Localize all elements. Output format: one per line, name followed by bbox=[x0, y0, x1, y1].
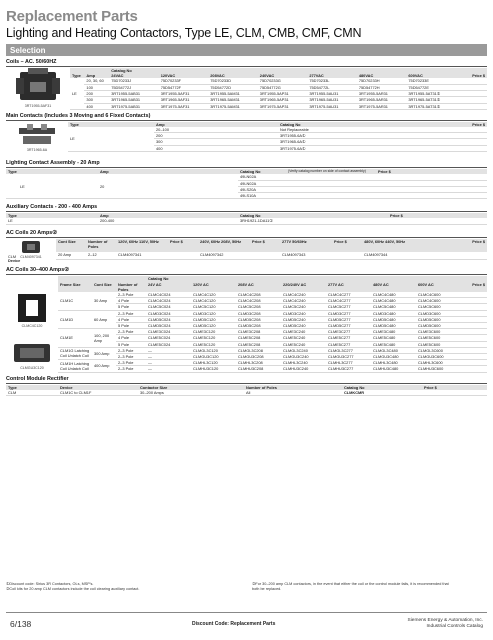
catalog-cell: CLME3C024 bbox=[146, 329, 191, 335]
coils-ac-table: 3RT1955-5AF31 Catalog No Type Amp 24VAC 120VAC 208VAC 240VAC 277VAC 480VAC 600VAC Price $ LE 20, 30, 60 75D70233J 75D70233F 75D70233D 75D70233G 75D70233L 75D70233H 75D70233E 100 75D54772J 75D54772F 75D54772D 75D54772G 75D54772L 75D54772H 75D54772E 200 3RT1955-5AB31 3RT1955-5AF31 3RT1955-5AM31 3RT1955-5AP31 3RT1955-5AU31 3RT1955-5AR31 3RT1955-5AT31① 300 3RT1965-5AB31 3RT1965-5AF31 3RT1965-5AM31 3RT1965-5AP31 3RT1965-5AU31 3RT1965-5AR31 3RT1965-5AT31① 400 3RT1975-5AB31 3RT1975-5AF31 3RT1975-5AM31 3RT1975-5AP31 3RT1975-5AU31 3RT1975-5AR31 3RT1975-5AT31① bbox=[6, 68, 487, 110]
catalog-cell: CLMC5C240 bbox=[281, 304, 326, 310]
table-row: LE 20, 30, 60 75D70233J 75D70233F 75D70233D 75D70233G 75D70233L 75D70233H 75D70233E bbox=[6, 78, 487, 84]
catalog-cell: CLMGL3C208 bbox=[236, 347, 281, 353]
catalog-cell: CLMC4C277 bbox=[326, 292, 371, 298]
poles: 4 Pole bbox=[116, 316, 146, 322]
catalog-cell: CLMD3C480 bbox=[371, 310, 416, 316]
page-footer bbox=[6, 612, 487, 629]
catalog-cell: CLMD5C480 bbox=[371, 322, 416, 328]
catalog-cell: CLMD5C208 bbox=[236, 322, 281, 328]
coils-ac-title: Coils – AC. 50/60HZ bbox=[6, 59, 57, 65]
coils-photos: CLMC4C120 CLMGU3C120 bbox=[6, 292, 58, 370]
lighting-assembly-table: Type Amp Catalog No (Verify catalog number on side of contact assembly) Price $ LE 20 49LN02A 49LN02A 49LS20A 49LS10A bbox=[6, 169, 487, 199]
poles: 2–3 Pole bbox=[116, 353, 146, 359]
catalog-cell: CLMGU3C120 bbox=[191, 353, 236, 359]
catalog-cell: CLME5C208 bbox=[236, 341, 281, 347]
coil20-photo bbox=[19, 239, 43, 255]
main-contacts-table: 3RT1965-6A Type Amp Catalog No Price $ LE 20–100 Not Replaceable 200 3RT1955-6A① 300 3RT1965-6A① 400 3RT1975-6A① bbox=[6, 122, 487, 158]
coil-clmgu-photo bbox=[12, 340, 52, 366]
cont-size: 300 Amp bbox=[92, 347, 116, 359]
table-row: 400 3RT1975-6A① bbox=[6, 145, 487, 151]
catalog-cell: CLMGU3C240 bbox=[281, 353, 326, 359]
contacts-photo bbox=[17, 122, 57, 148]
table-row: 100 75D54772J 75D54772F 75D54772D 75D54772G 75D54772L 75D54772H 75D54772E bbox=[6, 84, 487, 90]
catalog-cell: CLMGL3C277 bbox=[326, 347, 371, 353]
catalog-cell: CLMC4C240 bbox=[281, 292, 326, 298]
catalog-cell: CLME3C240 bbox=[281, 329, 326, 335]
catalog-page: Replacement Parts Lighting and Heating Contactors, Type LE, CLM, CMB, CMF, CMN Selection Coils – AC. 50/60HZ 3RT1955-5AF31 Catalog No Type Amp 24VAC 120VAC 208VAC 240VAC 277VAC 480VAC 600VAC Price $ LE 20, 30, 60 75D70233J 75D70233F 75D70233D 75D70233G 75D70233L 75D70233H 75D70233E 100 75D54772J 75D54772F 75D54772D 75D54772G 75D54772L 75D54772H 75D54772E 200 3RT1955-5AB31 3RT1955-5AF31 3RT1955-5AM31 3RT1955-5AP31 3RT1955-5AU31 3RT1955-5AR31 3RT1955-5AT31① 300 3RT1965-5AB31 3RT1965-5AF31 3RT1965-5AM31 3RT1965-5AP31 3RT1965-5AU31 3RT1965-5AR31 3RT1965-5AT31① 400 3RT1975-5AB31 3RT1975-5AF31 3RT1975-5AM31 3RT1975-5AP31 3RT1975-5AU31 3RT1975-5AR31 3RT1975-5AT31① Main Contacts (Includes 3 Moving and 6 Fixed Contacts) 3RT1965-6A Type Amp Catalog No Price $ LE 20–100 Not Replaceable 200 3RT1955-6A① 300 3RT1965-6A① 400 3RT1975-6A① Lighting Contact Assembly - 20 Amp Type Amp Catalog No (Verify catalog number on side of contact assembly) Price $ LE 20 49LN02A 49LN02A 49LS20A 49LS10A Auxiliary Contacts - 200 - 400 Amps Type Amp Catalog No Price $ LE 200-400 3RH1921-1DA11① AC Coils 20 Amps② CLM4097341 Cont Size Number of Poles 120V, 60Hz 110V, 50Hz Price $ 240V, 60Hz 208V, 50Hz Price $ 277V 50/60Hz Price $ 480V, 60Hz 440V, 50Hz Price $ 20 Amp 2–12 CLM4097341 CLM4097342 CLM4097343 CLM4097344 CLM Device AC Coils 30–400 Amps② CLMC4C120 CLMGU3C120 Catalog No Frame Size Cont Size Number of Poles 24V AC 120V AC 208V AC 220/240V AC 277V AC 480V AC 600V AC Price $ CLM1C 30 Amp 2–3 Pole CLMC4C024 CLMC4C120 CLMC4C208 CLMC4C240 CLMC4C277 CLMC4C480 CLMC4C600 4 Pole CLMC4C024 CLMC4C120 CLMC4C208 CLMC4C240 CLMC4C277 CLMC4C480 CLMC4C600 5 Pole CLMC5C024 CLMC5C120 CLMC5C208 CLMC5C240 CLMC5C277 CLMC5C480 CLMC5C600 CLM1D 60 Amp 2–3 Pole CLMD3C024 CLMD3C120 CLMD3C208 CLMD3C240 CLMD3C277 CLMD3C480 CLMD3C600 4 Pole CLMD5C024 CLMD5C120 CLMD5C208 CLMD5C240 CLMD5C277 CLMD5C480 CLMD5C600 5 Pole CLMD5C024 CLMD5C120 CLMD5C208 CLMD5C240 CLMD5C277 CLMD5C480 CLMD5C600 CLM1E 100, 200 Amp 2–3 Pole CLME3C024 CLME3C120 CLME3C208 CLME3C240 CLME3C277 CLME3C480 CLME3C600 4 Pole CLME5C024 CLME5C120 CLME5C208 CLME5C240 CLME5C277 CLME5C480 CLME5C600 5 Pole CLME5C024 CLME5C120 CLME5C208 CLME5C240 CLME5C277 CLME5C480 CLME5C600 CLM1G Latching Coil Unlatch Coil 300 Amp 2–3 Pole — CLMGL3C120 CLMGL3C208 CLMGL3C240 CLMGL3C277 CLMGL3C480 CLMGL3C600 2–3 Pole — CLMGU3C120 CLMGU3C208 CLMGU3C240 CLMGU3C277 CLMGU3C480 CLMGU3C600 CLM1H Latching Coil Unlatch Coil 400 Amp 2–3 Pole — CLMHL3C120 CLMHL3C208 CLMHL3C240 CLMHL3C277 CLMHL3C480 CLMHL3C600 2–3 Pole — CLMHU3C120 CLMHU3C208 CLMHU3C240 CLMHU3C277 CLMHU3C480 CLMHU3C600 Control Module Rectifier Type Device Contactor Size Number of Poles Catalog No Price $ CLM CLM1C to CLM1F 30–200 Amps All CLMKCMR bbox=[6, 8, 485, 395]
poles: 4 Pole bbox=[116, 335, 146, 341]
catalog-cell: CLMD5C240 bbox=[281, 322, 326, 328]
catalog-cell: CLMD3C120 bbox=[191, 310, 236, 316]
table-row: 49LS20A bbox=[6, 186, 487, 192]
catalog-cell: CLMD3C600 bbox=[416, 310, 461, 316]
coil-groups bbox=[58, 292, 487, 372]
catalog-cell: — bbox=[146, 353, 191, 359]
main-contacts-title: Main Contacts (Includes 3 Moving and 6 Fixed Contacts) bbox=[6, 112, 151, 119]
catalog-cell: CLMC5C600 bbox=[416, 304, 461, 310]
footer-discount-code: Discount Code: Replacement Parts bbox=[192, 621, 276, 627]
contacts-image-caption: 3RT1965-6A bbox=[26, 147, 48, 152]
catalog-cell: CLMGU3C208 bbox=[236, 353, 281, 359]
catalog-cell: CLMHL3C240 bbox=[281, 360, 326, 366]
catalog-cell: CLMHU3C120 bbox=[191, 366, 236, 372]
catalog-cell: CLMD5C277 bbox=[326, 316, 371, 322]
poles: 2–3 Pole bbox=[116, 366, 146, 372]
catalog-cell: CLMC4C480 bbox=[371, 298, 416, 304]
catalog-cell: — bbox=[146, 347, 191, 353]
catalog-cell: CLMD5C600 bbox=[416, 316, 461, 322]
poles: 5 Pole bbox=[116, 304, 146, 310]
catalog-cell: CLMGL3C120 bbox=[191, 347, 236, 353]
frame-size: CLM1G Latching Coil Unlatch Coil bbox=[58, 347, 92, 359]
catalog-cell: CLMHU3C208 bbox=[236, 366, 281, 372]
catalog-cell: CLMHL3C277 bbox=[326, 360, 371, 366]
catalog-cell: CLMD5C120 bbox=[191, 316, 236, 322]
catalog-cell: CLMD5C120 bbox=[191, 322, 236, 328]
footer-company: Siemens Energy & Automation, Inc. Industrial Controls Catalog bbox=[407, 618, 483, 629]
catalog-cell: CLMC5C208 bbox=[236, 304, 281, 310]
catalog-cell: CLMD5C480 bbox=[371, 316, 416, 322]
catalog-cell: CLMC5C024 bbox=[146, 304, 191, 310]
ac-coils-30-400-block bbox=[6, 276, 487, 372]
ac-coils-30-400-table: Catalog No Frame Size Cont Size Number of Poles 24V AC 120V AC 208V AC 220/240V AC 277V AC 480V AC 600V AC Price $ CLM1C 30 Amp 2–3 Pole CLMC4C024 CLMC4C120 CLMC4C208 CLMC4C240 CLMC4C277 CLMC4C480 CLMC4C600 4 Pole CLMC4C024 CLMC4C120 CLMC4C208 CLMC4C240 CLMC4C277 CLMC4C480 CLMC4C600 5 Pole CLMC5C024 CLMC5C120 CLMC5C208 CLMC5C240 CLMC5C277 CLMC5C480 CLMC5C600 CLM1D 60 Amp 2–3 Pole CLMD3C024 CLMD3C120 CLMD3C208 CLMD3C240 CLMD3C277 CLMD3C480 CLMD3C600 4 Pole CLMD5C024 CLMD5C120 CLMD5C208 CLMD5C240 CLMD5C277 CLMD5C480 CLMD5C600 5 Pole CLMD5C024 CLMD5C120 CLMD5C208 CLMD5C240 CLMD5C277 CLMD5C480 CLMD5C600 CLM1E 100, 200 Amp 2–3 Pole CLME3C024 CLME3C120 CLME3C208 CLME3C240 CLME3C277 CLME3C480 CLME3C600 4 Pole CLME5C024 CLME5C120 CLME5C208 CLME5C240 CLME5C277 CLME5C480 CLME5C600 5 Pole CLME5C024 CLME5C120 CLME5C208 CLME5C240 CLME5C277 CLME5C480 CLME5C600 CLM1G Latching Coil Unlatch Coil 300 Amp 2–3 Pole — CLMGL3C120 CLMGL3C208 CLMGL3C240 CLMGL3C277 CLMGL3C480 CLMGL3C600 2–3 Pole — CLMGU3C120 CLMGU3C208 CLMGU3C240 CLMGU3C277 CLMGU3C480 CLMGU3C600 CLM1H Latching Coil Unlatch Coil 400 Amp 2–3 Pole — CLMHL3C120 CLMHL3C208 CLMHL3C240 CLMHL3C277 CLMHL3C480 CLMHL3C600 2–3 Pole — CLMHU3C120 CLMHU3C208 CLMHU3C240 CLMHU3C277 CLMHU3C480 CLMHU3C600 bbox=[60, 276, 485, 372]
poles: 4 Pole bbox=[116, 298, 146, 304]
catalog-cell: CLME5C024 bbox=[146, 335, 191, 341]
catalog-cell: CLMC4C600 bbox=[416, 298, 461, 304]
catalog-cell: CLME5C120 bbox=[191, 341, 236, 347]
frame-size: CLM1D bbox=[58, 310, 92, 329]
table-row: 200 3RT1955-6A① bbox=[6, 133, 487, 139]
catalog-cell: — bbox=[146, 360, 191, 366]
coil20-image-caption: CLM4097341 bbox=[20, 254, 42, 259]
poles: 2–3 Pole bbox=[116, 360, 146, 366]
page-title: Replacement Parts bbox=[6, 8, 138, 25]
footnote-2: ②Coil kits for 20 amp CLM contactors include the coil clearing auxiliary contact. bbox=[6, 587, 140, 591]
catalog-cell: CLME5C240 bbox=[281, 335, 326, 341]
catalog-cell: CLME3C208 bbox=[236, 329, 281, 335]
lighting-assembly-title: Lighting Contact Assembly - 20 Amp bbox=[6, 160, 100, 167]
catalog-cell: CLMHL3C208 bbox=[236, 360, 281, 366]
catalog-cell: CLMD5C240 bbox=[281, 316, 326, 322]
catalog-cell: CLME3C277 bbox=[326, 329, 371, 335]
catalog-cell: CLME5C208 bbox=[236, 335, 281, 341]
table-row: LE 20 49LN02A bbox=[6, 174, 487, 180]
catalog-cell: CLMHU3C600 bbox=[416, 366, 461, 372]
rectifier-title: Control Module Rectifier bbox=[6, 375, 69, 382]
selection-bar: Selection bbox=[6, 44, 487, 56]
ac-coils-20-table: CLM4097341 Cont Size Number of Poles 120V, 60Hz 110V, 50Hz Price $ 240V, 60Hz 208V, 50Hz Price $ 277V 50/60Hz Price $ 480V, 60Hz 440V, 50Hz Price $ 20 Amp 2–12 CLM4097341 CLM4097342 CLM4097343 CLM4097344 bbox=[6, 239, 487, 261]
table-row bbox=[58, 366, 487, 372]
catalog-cell: CLMHL3C600 bbox=[416, 360, 461, 366]
table-row: 20 Amp 2–12 CLM4097341 CLM4097342 CLM4097343 CLM4097344 bbox=[6, 252, 487, 260]
cont-size: 30 Amp bbox=[92, 292, 116, 310]
catalog-cell: CLMC4C240 bbox=[281, 298, 326, 304]
poles: 2–3 Pole bbox=[116, 292, 146, 298]
poles: 2–3 Pole bbox=[116, 347, 146, 353]
catalog-cell: CLME5C120 bbox=[191, 335, 236, 341]
table-row: 300 3RT1965-6A① bbox=[6, 139, 487, 145]
catalog-cell: CLMGU3C480 bbox=[371, 353, 416, 359]
coil-image-caption: 3RT1955-5AF31 bbox=[24, 104, 52, 108]
page-subtitle: Lighting and Heating Contactors, Type LE, CLM, CMB, CMF, CMN bbox=[6, 26, 362, 40]
frame-size: CLM1C bbox=[58, 292, 92, 310]
catalog-cell: CLMD5C277 bbox=[326, 322, 371, 328]
ac-coils-20-title: AC Coils 20 Amps② bbox=[6, 229, 58, 236]
cont-size: 100, 200 Amp bbox=[92, 329, 116, 348]
catalog-cell: CLMC5C480 bbox=[371, 304, 416, 310]
table-row: 49LS10A bbox=[6, 193, 487, 199]
catalog-cell: CLMD5C208 bbox=[236, 316, 281, 322]
catalog-cell: CLMHU3C277 bbox=[326, 366, 371, 372]
catalog-cell: CLME5C024 bbox=[146, 341, 191, 347]
table-row: LE 20–100 Not Replaceable bbox=[6, 127, 487, 133]
device-label: CLM bbox=[8, 255, 17, 260]
catalog-cell: CLME3C480 bbox=[371, 329, 416, 335]
contacts-image-cell bbox=[6, 122, 68, 158]
catalog-cell: CLMC4C120 bbox=[191, 292, 236, 298]
coil-clmc-photo bbox=[14, 292, 50, 324]
catalog-cell: CLMGU3C600 bbox=[416, 353, 461, 359]
poles: 5 Pole bbox=[116, 341, 146, 347]
catalog-cell: CLMGU3C277 bbox=[326, 353, 371, 359]
catalog-cell: CLME5C277 bbox=[326, 335, 371, 341]
table-row: 300 3RT1965-5AB31 3RT1965-5AF31 3RT1965-5AM31 3RT1965-5AP31 3RT1965-5AU31 3RT1965-5AR31 3RT1965-5AT31① bbox=[6, 97, 487, 103]
footnote-3: ②For 30–200 amp CLM contactors, in the event that either the coil or the control module fails, it is recommended that both be replaced. bbox=[252, 582, 449, 591]
cont-size: 400 Amp bbox=[92, 360, 116, 372]
coil-photo bbox=[14, 68, 62, 104]
poles: 2–3 Pole bbox=[116, 329, 146, 335]
poles: 2–3 Pole bbox=[116, 310, 146, 316]
coil-image-cell bbox=[6, 68, 70, 109]
aux-contacts-title: Auxiliary Contacts - 200 - 400 Amps bbox=[6, 204, 98, 211]
catalog-cell: CLME5C277 bbox=[326, 341, 371, 347]
catalog-cell: CLMC4C277 bbox=[326, 298, 371, 304]
footnote-1: ①Discount code: Sirius 3R Contactors, OLs, MSP's. bbox=[6, 582, 94, 586]
catalog-cell: CLMHL3C480 bbox=[371, 360, 416, 366]
table-row: 400 3RT1975-5AB31 3RT1975-5AF31 3RT1975-5AM31 3RT1975-5AP31 3RT1975-5AU31 3RT1975-5AR31 3RT1975-5AT31① bbox=[6, 103, 487, 109]
catalog-cell: CLMD3C208 bbox=[236, 310, 281, 316]
poles: 5 Pole bbox=[116, 322, 146, 328]
table-row: 200 3RT1955-5AB31 3RT1955-5AF31 3RT1955-5AM31 3RT1955-5AP31 3RT1955-5AU31 3RT1955-5AR31 3RT1955-5AT31① bbox=[6, 91, 487, 97]
catalog-cell: CLMGL3C480 bbox=[371, 347, 416, 353]
catalog-cell: CLME3C600 bbox=[416, 329, 461, 335]
aux-contacts-table: Type Amp Catalog No Price $ LE 200-400 3RH1921-1DA11① bbox=[6, 213, 487, 224]
catalog-cell: CLMD5C024 bbox=[146, 316, 191, 322]
ac-coils-30-400-title: AC Coils 30–400 Amps② bbox=[6, 267, 70, 274]
catalog-cell: CLMGL3C600 bbox=[416, 347, 461, 353]
catalog-cell: CLME5C240 bbox=[281, 341, 326, 347]
catalog-cell: CLMD3C277 bbox=[326, 310, 371, 316]
price-cell bbox=[461, 366, 487, 372]
catalog-cell: CLMD5C600 bbox=[416, 322, 461, 328]
table-row: LE 200-400 3RH1921-1DA11① bbox=[6, 218, 487, 224]
catalog-cell: CLME5C480 bbox=[371, 335, 416, 341]
catalog-cell: — bbox=[146, 366, 191, 372]
catalog-cell: CLMC5C120 bbox=[191, 304, 236, 310]
catalog-cell: CLME5C600 bbox=[416, 341, 461, 347]
table-row: CLM CLM1C to CLM1F 30–200 Amps All CLMKCMR bbox=[6, 390, 487, 396]
rectifier-table: Type Device Contactor Size Number of Poles Catalog No Price $ CLM CLM1C to CLM1F 30–200 Amps All CLMKCMR bbox=[6, 385, 487, 396]
frame-size: CLM1E bbox=[58, 329, 92, 348]
catalog-cell: CLMC4C120 bbox=[191, 298, 236, 304]
catalog-cell: CLMC4C208 bbox=[236, 292, 281, 298]
catalog-cell: CLME5C480 bbox=[371, 341, 416, 347]
catalog-cell: CLMD3C024 bbox=[146, 310, 191, 316]
cont-size: 60 Amp bbox=[92, 310, 116, 329]
catalog-cell: CLMD3C240 bbox=[281, 310, 326, 316]
page-number: 6/138 bbox=[10, 619, 32, 629]
frame-size: CLM1H Latching Coil Unlatch Coil bbox=[58, 360, 92, 372]
catalog-cell: CLMHU3C480 bbox=[371, 366, 416, 372]
catalog-cell: CLMHU3C240 bbox=[281, 366, 326, 372]
catalog-cell: CLMGL3C240 bbox=[281, 347, 326, 353]
table-row: 49LN02A bbox=[6, 180, 487, 186]
catalog-cell: CLMC4C024 bbox=[146, 298, 191, 304]
catalog-cell: CLMC5C277 bbox=[326, 304, 371, 310]
catalog-cell: CLMHL3C120 bbox=[191, 360, 236, 366]
catalog-cell: CLME3C120 bbox=[191, 329, 236, 335]
catalog-cell: CLME5C600 bbox=[416, 335, 461, 341]
catalog-cell: CLMC4C480 bbox=[371, 292, 416, 298]
catalog-cell: CLMC4C600 bbox=[416, 292, 461, 298]
catalog-cell: CLMC4C208 bbox=[236, 298, 281, 304]
catalog-cell: CLMD5C024 bbox=[146, 322, 191, 328]
catalog-cell: CLMC4C024 bbox=[146, 292, 191, 298]
